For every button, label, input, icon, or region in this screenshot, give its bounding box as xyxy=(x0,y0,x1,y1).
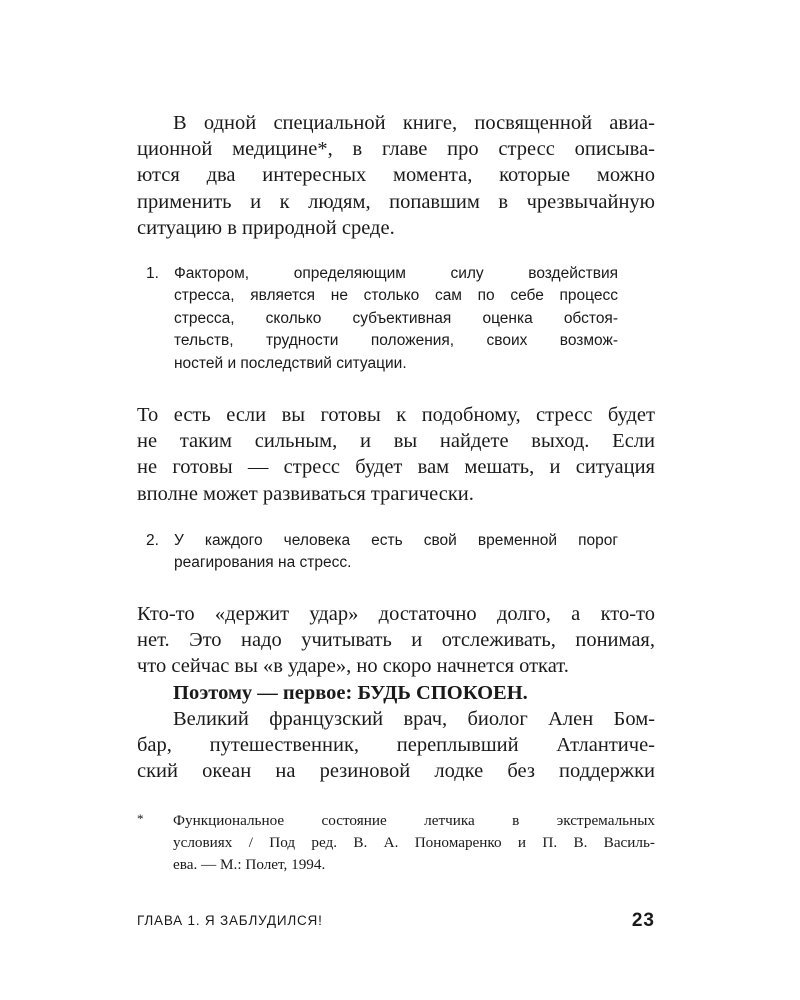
text-line: тельств, трудности положения, своих возмож- xyxy=(174,332,618,350)
text-line: что сейчас вы «в ударе», но скоро начнется откат. xyxy=(137,655,569,678)
footnote-line: ева. — М.: Полет, 1994. xyxy=(173,855,326,873)
text-line: ются два интересных момента, которые можно xyxy=(137,164,655,187)
footnote xyxy=(137,810,655,875)
chapter-title: ГЛАВА 1. Я ЗАБЛУДИЛСЯ! xyxy=(137,913,323,928)
text-line: вполне может развиваться трагически. xyxy=(137,482,474,505)
list-item-2 xyxy=(146,530,650,575)
footnote-line: условиях / Под ред. В. А. Пономаренко и П. В. Василь- xyxy=(173,833,655,851)
list-number: 2. xyxy=(146,532,159,549)
page-number: 23 xyxy=(631,910,655,931)
text-line: применить и к людям, попавшим в чрезвычайную xyxy=(137,190,655,213)
text-line: не готовы — стресс будет вам мешать, и ситуация xyxy=(137,456,655,479)
paragraph-threshold xyxy=(137,601,655,784)
running-footer xyxy=(137,911,655,933)
text-line: реагирования на стресс. xyxy=(174,554,352,572)
text-line: нет. Это надо учитывать и отслеживать, понимая, xyxy=(137,629,655,652)
text-line: ситуацию в природной среде. xyxy=(137,216,395,239)
list-number: 1. xyxy=(146,265,159,282)
text-line: не таким сильным, и вы найдете выход. Если xyxy=(137,430,655,453)
footnote-mark: * xyxy=(137,811,144,826)
text-line: ностей и последствий ситуации. xyxy=(174,354,407,372)
text-line: ский океан на резиновой лодке без поддержки xyxy=(137,760,655,783)
text-line: У каждого человека есть свой временной порог xyxy=(174,532,618,549)
text-line: стресса, является не столько сам по себе процесс xyxy=(174,287,618,305)
text-line: То есть если вы готовы к подобному, стресс будет xyxy=(137,404,655,426)
text-line: Кто-то «держит удар» достаточно долго, а кто-то xyxy=(137,603,655,625)
text-line: Великий французский врач, биолог Ален Бом- xyxy=(173,707,655,730)
text-line: В одной специальной книге, посвященной авиа- xyxy=(173,112,655,134)
list-item-1 xyxy=(146,263,650,375)
text-line: ционной медицине*, в главе про стресс описыва- xyxy=(137,138,655,161)
text-line: бар, путешественник, переплывший Атлантиче- xyxy=(137,734,655,757)
bold-statement: Поэтому — первое: БУДЬ СПОКОЕН. xyxy=(173,681,528,704)
text-line: стресса, сколько субъективная оценка обстоя- xyxy=(174,309,618,327)
paragraph-readiness xyxy=(137,402,655,507)
text-line: Фактором, определяющим силу воздействия xyxy=(174,265,618,282)
paragraph-intro xyxy=(137,110,655,241)
footnote-line: Функциональное состояние летчика в экстремальных xyxy=(173,812,655,829)
